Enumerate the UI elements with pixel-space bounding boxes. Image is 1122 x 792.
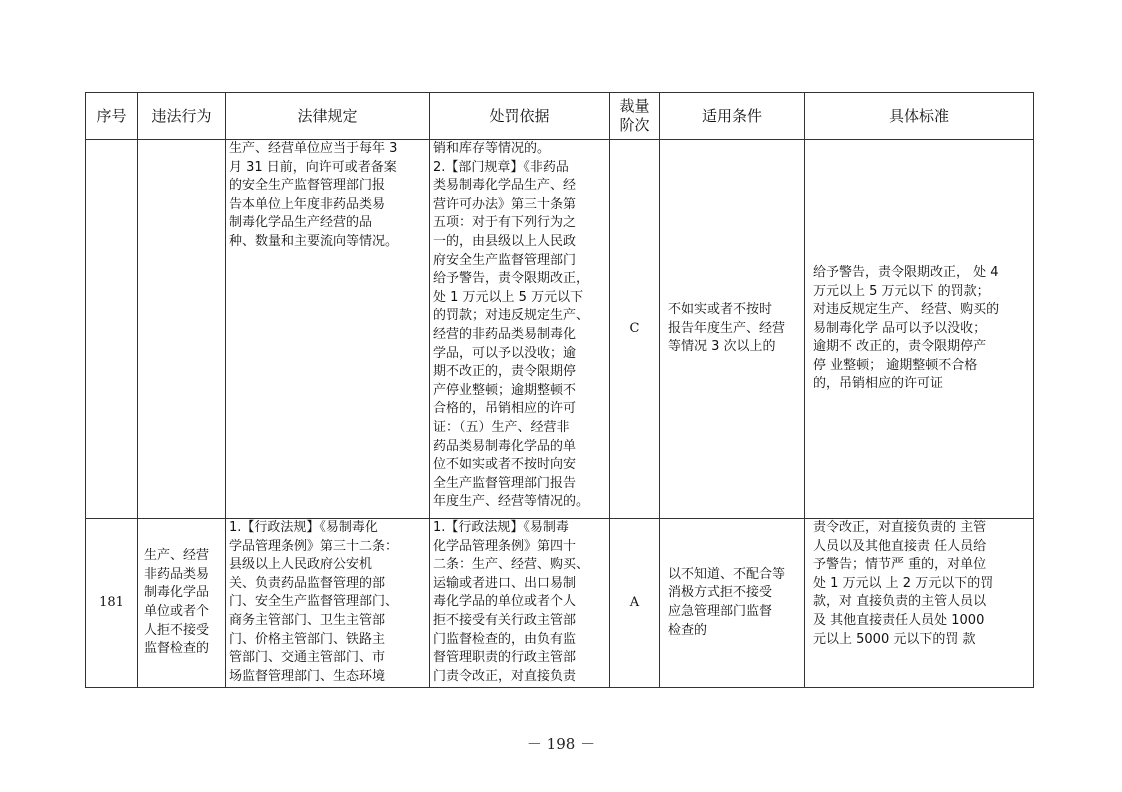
header-basis: 处罚依据 <box>430 93 610 140</box>
header-level: 裁量 阶次 <box>610 93 660 140</box>
table-row <box>86 140 1034 519</box>
cell-behavior <box>138 140 226 519</box>
cell-behavior: 生产、经营 非药品类易 制毒化学品 单位或者个 人拒不接受 监督检查的 <box>138 519 226 688</box>
cell-condition: 不如实或者不按时 报告年度生产、经营 等情况 3 次以上的 <box>660 140 805 519</box>
cell-seq: 181 <box>86 519 138 688</box>
header-behavior: 违法行为 <box>138 93 226 140</box>
table-row <box>86 519 1034 688</box>
cell-law: 1.【行政法规】《易制毒化 学品管理条例》第三十二条： 县级以上人民政府公安机 关、负责药品监督管理的部 门、安全生产监督管理部门、 商务主管部门、卫生主管部 门、价格主管部门、铁路主 管部门、交通主管部门、市 场监督管理部门、生态环境 <box>226 519 430 688</box>
cell-basis: 销和库存等情况的。 2.【部门规章】《非药品 类易制毒化学品生产、经 营许可办法》第三十条第 五项：对于有下列行为之 一的，由县级以上人民政 府安全生产监督管理部门 给予警告，责令限期改正， 处 1 万元以上 5 万元以下 的罚款；对违反规定生产、 经营的非药品类易制毒化 学品，可以予以没收；逾 期不改正的，责令限期停 产停业整顿；逾期整顿不 合格的，吊销相应的许可 证：（五）生产、经营非 药品类易制毒化学品的单 位不如实或者不按时向安 全生产监督管理部门报告 年度生产、经营等情况的。 <box>430 140 610 519</box>
cell-law: 生产、经营单位应当于每年 3 月 31 日前，向许可或者备案 的安全生产监督管理部门报 告本单位上年度非药品类易 制毒化学品生产经营的品 种、数量和主要流向等情况。 <box>226 140 430 519</box>
cell-seq <box>86 140 138 519</box>
cell-standard: 给予警告，责令限期改正， 处 4 万元以上 5 万元以下 的罚款； 对违反规定生产、 经营、购买的 易制毒化学 品可以予以没收； 逾期不 改正的，责令限期停产 停 业整顿； 逾期整顿不合格 的，吊销相应的许可证 <box>805 140 1034 519</box>
cell-basis: 1.【行政法规】《易制毒 化学品管理条例》第四十 二条：生产、经营、购买、 运输或者进口、出口易制 毒化学品的单位或者个人 拒不接受有关行政主管部 门监督检查的，由负有监 督管理职责的行政主管部 门责令改正，对直接负责 <box>430 519 610 688</box>
header-condition: 适用条件 <box>660 93 805 140</box>
cell-level: A <box>610 519 660 688</box>
header-law: 法律规定 <box>226 93 430 140</box>
page-number: － 198 － <box>526 735 596 753</box>
cell-level: C <box>610 140 660 519</box>
cell-standard: 责令改正，对直接负责的 主管 人员以及其他直接责 任人员给 予警告；情节严 重的，对单位 处 1 万元以 上 2 万元以下的罚 款，对 直接负责的主管人员以 及 其他直接责任人员处 1000 元以上 5000 元以下的罚 款 <box>805 519 1034 688</box>
penalty-table <box>85 92 1034 688</box>
header-row <box>86 93 1034 140</box>
header-standard: 具体标准 <box>805 93 1034 140</box>
header-seq: 序号 <box>86 93 138 140</box>
cell-condition: 以不知道、不配合等 消极方式拒不接受 应急管理部门监督 检查的 <box>660 519 805 688</box>
